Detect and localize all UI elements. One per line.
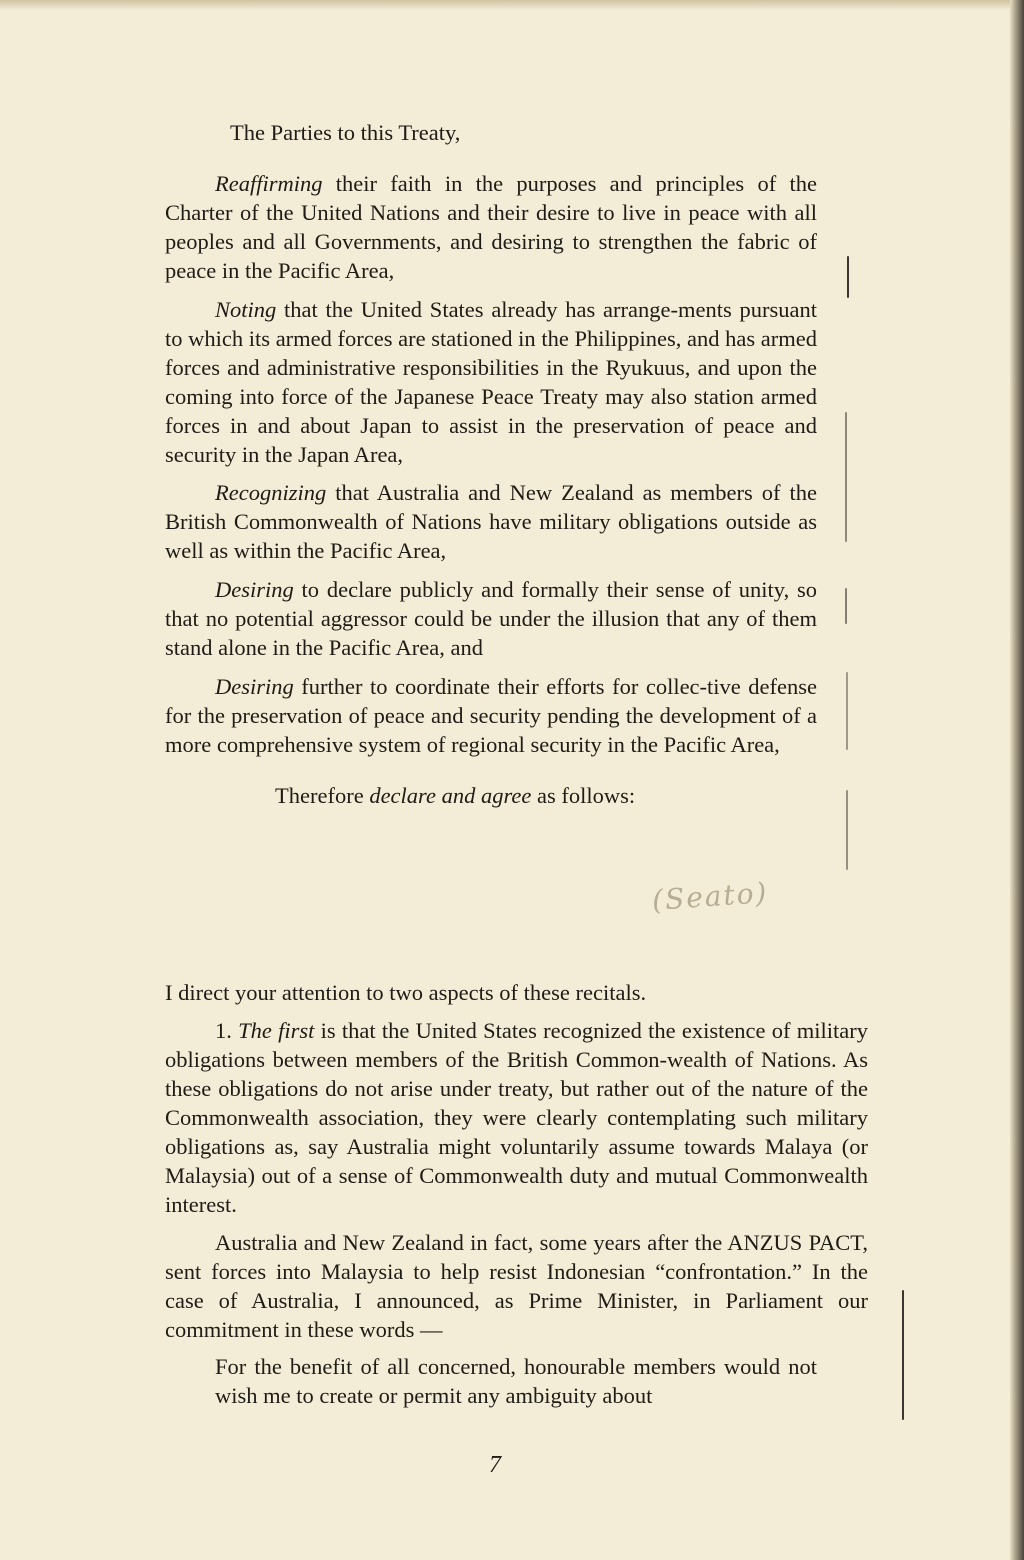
handwritten-note: (Seato) xyxy=(650,875,770,918)
recital-lead: Desiring xyxy=(215,577,294,602)
page-right-edge xyxy=(1010,0,1024,1560)
recital-text: that Australia and New Zealand as members of the British Commonwealth of Nations have military obligations outside as well as within the Pacific Area, xyxy=(165,480,817,563)
point-one xyxy=(165,1016,868,1219)
point-text: is that the United States recognized the existence of military obligations between members of the British Common-wealth of Nations. As these obligations do not arise under treaty, but rather out of the nature of the Commonwealth association, they were clearly contemplating such military obligations as, say Australia might voluntarily assume towards Malaya (or Malaysia) out of a sense of Commonwealth duty and mutual Commonwealth interest. xyxy=(165,1018,869,1217)
margin-mark xyxy=(847,256,849,298)
direct-line: I direct your attention to two aspects of these recitals. xyxy=(165,980,647,1005)
margin-mark xyxy=(845,588,847,624)
recital-lead: Desiring xyxy=(215,674,294,699)
recital-desiring-2 xyxy=(165,672,817,759)
page-number: 7 xyxy=(489,1452,501,1478)
recital-text: further to coordinate their efforts for collec-tive defense for the preservation of peace and security pending the development of a more comprehensive system of regional security in the Pacific Area, xyxy=(165,674,817,757)
recital-noting xyxy=(165,295,817,469)
recital-reaffirming xyxy=(165,169,817,285)
recital-lead: Recognizing xyxy=(215,480,327,505)
margin-mark xyxy=(845,412,847,542)
therefore-emphasis: declare and agree xyxy=(369,783,532,808)
recital-text: to declare publicly and formally their sense of unity, so that no potential aggressor could be under the illusion that any of them stand alone in the Pacific Area, and xyxy=(165,577,817,660)
recital-lead: Reaffirming xyxy=(215,171,323,196)
point-number: 1. xyxy=(215,1018,239,1043)
margin-mark xyxy=(902,1290,904,1420)
paragraph-two: Australia and New Zealand in fact, some years after the ANZUS PACT, sent forces into Malaysia to help resist Indonesian “confrontation.” In the case of Australia, I announced, as Prime Minister, in Parliament our commitment in these words — xyxy=(165,1230,868,1342)
treaty-preamble xyxy=(165,118,817,810)
therefore-line: Therefore declare and agree as follows: xyxy=(275,783,636,808)
quote: For the benefit of all concerned, honourable members would not wish me to create or permit any ambiguity about xyxy=(215,1354,817,1408)
margin-mark xyxy=(846,672,848,750)
recital-text: their faith in the purposes and principles of the Charter of the United Nations and their desire to live in peace with all peoples and all Governments, and desiring to strengthen the fabric of peace in the Pacific Area, xyxy=(165,171,817,283)
recital-recognizing xyxy=(165,478,817,565)
page-top-edge xyxy=(0,0,1024,10)
recital-desiring-1 xyxy=(165,575,817,662)
margin-mark xyxy=(846,790,848,870)
recital-lead: Noting xyxy=(215,297,277,322)
commentary xyxy=(165,978,868,1410)
point-lead: The first xyxy=(238,1018,315,1043)
opening-line: The Parties to this Treaty, xyxy=(230,120,461,145)
recital-text: that the United States already has arrange-ments pursuant to which its armed forces are stationed in the Philippines, and has armed forces and administrative responsibilities in the Ryukuus, and upon the coming into force of the Japanese Peace Treaty may also station armed forces in and about Japan to assist in the preservation of peace and security in the Japan Area, xyxy=(165,297,817,467)
